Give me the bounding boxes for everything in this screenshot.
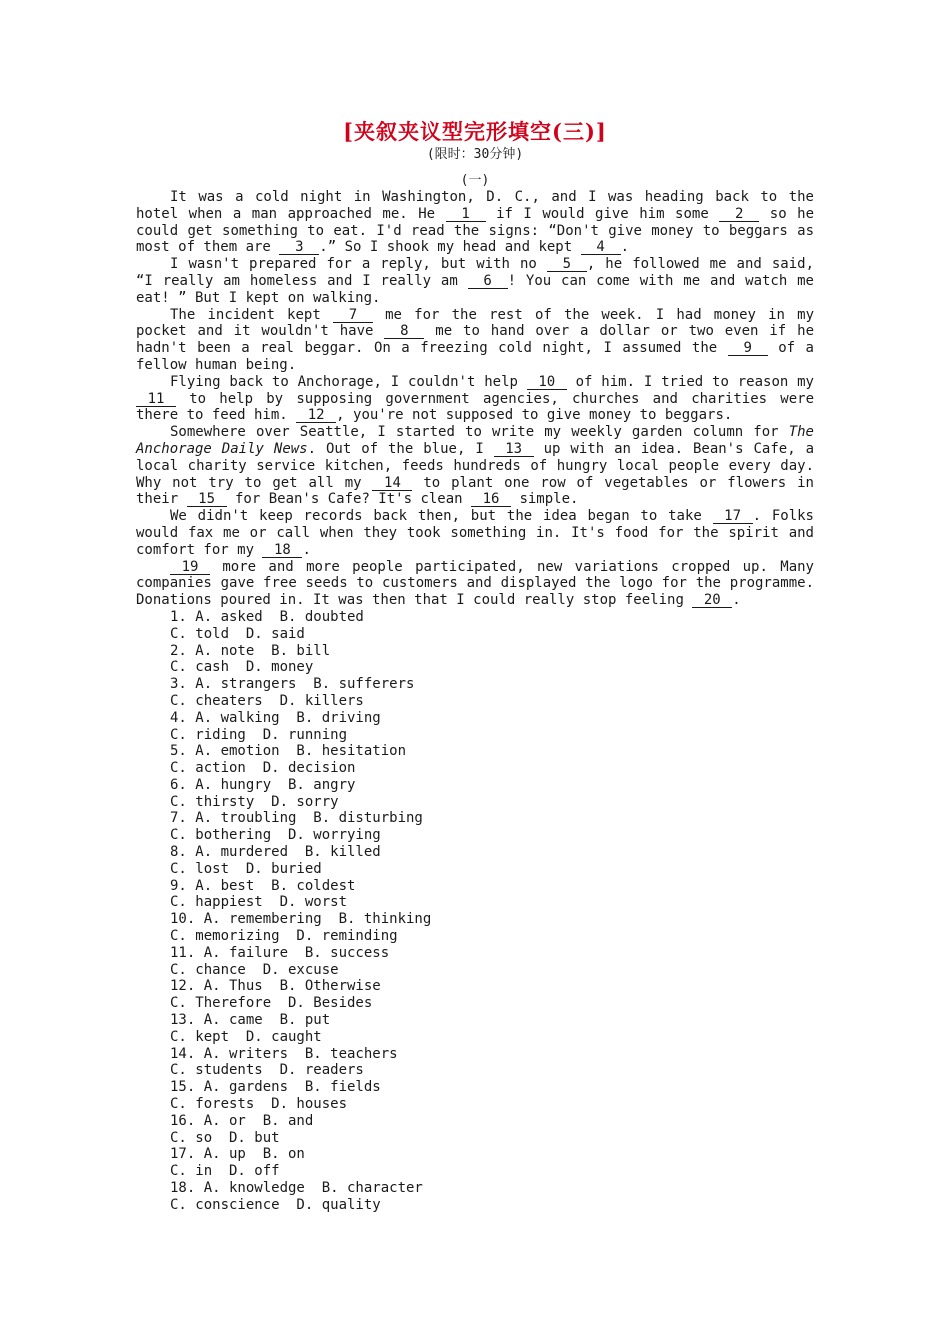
blank-18: 18 xyxy=(262,543,302,558)
option-line: C. so D. but xyxy=(170,1129,280,1146)
blank-19: 19 xyxy=(170,560,210,575)
option-line: C. chance D. excuse xyxy=(170,961,339,978)
worksheet-page xyxy=(136,118,814,1214)
blank-8: 8 xyxy=(384,324,424,339)
option-line: C. kept D. caught xyxy=(170,1028,322,1045)
option-line: 13. A. came B. put xyxy=(170,1012,331,1029)
option-line: 4. A. walking B. driving xyxy=(170,709,381,726)
blank-16: 16 xyxy=(471,492,511,507)
blank-17: 17 xyxy=(713,509,753,524)
blank-3: 3 xyxy=(279,240,319,255)
option-line: C. lost D. buried xyxy=(170,860,322,877)
option-line: 10. A. remembering B. thinking xyxy=(170,911,432,928)
blank-9: 9 xyxy=(728,341,768,356)
paragraph-2: I wasn't prepared for a reply, but with no 5 , he followed me and said, “I really am homeless and I really am 6 ! You can come with me and watch me eat! ” But I kept on walking. xyxy=(136,256,814,306)
option-line: C. riding D. running xyxy=(170,726,348,743)
paragraph-5: Somewhere over Seattle, I started to write my weekly garden column for The Anchorage Daily News. Out of the blue, I 13 up with an idea. Bean's Cafe, a local charity service kitchen, feeds hundreds of hungry local people every day. Why not try to get all my 14 to plant one row of vegetables or flowers in their 15 for Bean's Cafe? It's clean 16 simple. xyxy=(136,424,814,508)
time-limit: (限时：30分钟) xyxy=(426,147,524,162)
option-line: 3. A. strangers B. sufferers xyxy=(170,676,415,693)
option-line: C. thirsty D. sorry xyxy=(170,793,339,810)
option-line: 14. A. writers B. teachers xyxy=(170,1045,398,1062)
blank-5: 5 xyxy=(547,257,587,272)
option-line: C. conscience D. quality xyxy=(170,1196,381,1213)
option-line: C. memorizing D. reminding xyxy=(170,928,398,945)
option-line: 16. A. or B. and xyxy=(170,1112,314,1129)
blank-7: 7 xyxy=(333,308,373,323)
option-line: 12. A. Thus B. Otherwise xyxy=(170,978,381,995)
option-line: C. in D. off xyxy=(170,1163,280,1180)
passage xyxy=(136,189,814,609)
option-line: C. cheaters D. killers xyxy=(170,692,364,709)
blank-11: 11 xyxy=(136,392,176,407)
option-line: C. cash D. money xyxy=(170,659,314,676)
option-line: 5. A. emotion B. hesitation xyxy=(170,743,407,760)
paragraph-3: The incident kept 7 me for the rest of the week. I had money in my pocket and it wouldn't have 8 me to hand over a dollar or two even if he hadn't been a real beggar. On a freezing cold night, I assumed the 9 of a fellow human being. xyxy=(136,306,815,373)
blank-12: 12 xyxy=(296,408,336,423)
option-line: C. told D. said xyxy=(170,625,305,642)
blank-4: 4 xyxy=(581,240,621,255)
blank-10: 10 xyxy=(527,375,567,390)
option-line: C. students D. readers xyxy=(170,1062,364,1079)
option-line: C. Therefore D. Besides xyxy=(170,995,373,1012)
paragraph-1: It was a cold night in Washington, D. C., and I was heading back to the hotel when a man approached me. He 1 if I would give him some 2 so he could get something to eat. I'd read the signs: “Don't give money to beggars as most of them are 3 .” So I shook my head and kept 4 . xyxy=(136,189,814,256)
blank-15: 15 xyxy=(187,492,227,507)
option-line: C. happiest D. worst xyxy=(170,894,348,911)
option-line: 18. A. knowledge B. character xyxy=(170,1180,423,1197)
option-line: C. forests D. houses xyxy=(170,1096,348,1113)
page-title: [夹叙夹议型完形填空(三)] xyxy=(343,119,607,144)
blank-14: 14 xyxy=(372,476,412,491)
option-line: 2. A. note B. bill xyxy=(170,642,331,659)
option-line: C. action D. decision xyxy=(170,760,356,777)
option-line: 9. A. best B. coldest xyxy=(170,877,356,894)
option-line: 15. A. gardens B. fields xyxy=(170,1079,381,1096)
section-number: (一) xyxy=(460,173,490,188)
paragraph-4: Flying back to Anchorage, I couldn't help 10 of him. I tried to reason my 11 to help by supposing government agencies, churches and charities were there to feed him. 12 , you're not supposed to give money to beggars. xyxy=(136,373,814,424)
option-line: C. bothering D. worrying xyxy=(170,827,381,844)
option-line: 1. A. asked B. doubted xyxy=(170,608,364,625)
answer-options xyxy=(136,609,814,1214)
blank-13: 13 xyxy=(494,442,534,457)
blank-1: 1 xyxy=(446,207,486,222)
blank-20: 20 xyxy=(692,593,732,608)
paragraph-6: We didn't keep records back then, but the idea began to take 17 . Folks would fax me or call when they took something in. It's food for the spirit and comfort for my 18 . xyxy=(136,508,814,558)
option-line: 17. A. up B. on xyxy=(170,1146,305,1163)
option-line: 8. A. murdered B. killed xyxy=(170,844,381,861)
option-line: 7. A. troubling B. disturbing xyxy=(170,810,423,827)
paragraph-7: 19 more and more people participated, new variations cropped up. Many companies gave free seeds to customers and displayed the logo for the programme. Donations poured in. It was then that I could really stop feeling 20 . xyxy=(136,558,814,609)
option-line: 6. A. hungry B. angry xyxy=(170,776,356,793)
newspaper-title: The Anchorage Daily News xyxy=(136,424,814,457)
blank-6: 6 xyxy=(468,274,508,289)
blank-2: 2 xyxy=(719,207,759,222)
option-line: 11. A. failure B. success xyxy=(170,944,390,961)
